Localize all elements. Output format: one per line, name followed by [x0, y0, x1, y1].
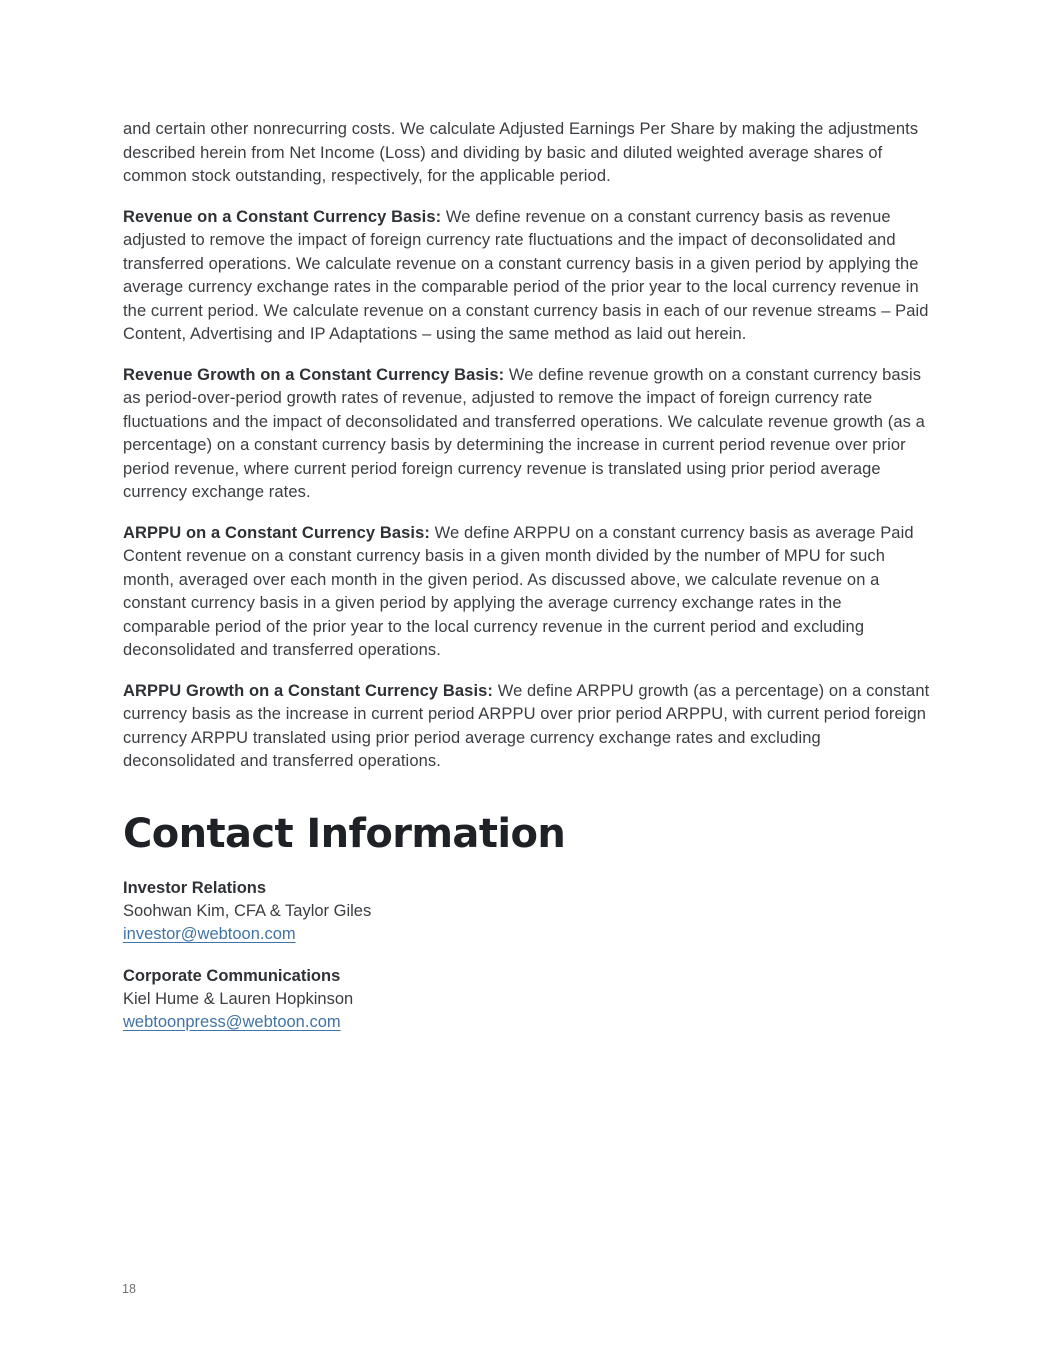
contact-names: Kiel Hume & Lauren Hopkinson	[123, 989, 354, 1008]
paragraph-lead: ARPPU on a Constant Currency Basis:	[123, 523, 430, 542]
paragraph-lead: Revenue on a Constant Currency Basis:	[123, 207, 442, 226]
contact-email-line	[123, 1011, 932, 1034]
paragraph-text: We define ARPPU on a constant currency basis as average Paid Content revenue on a constant currency basis in a given month divided by the number of MPU for such month, averaged over each month in the given period. As discussed above, we calculate revenue on a constant currency basis in a given period by applying the average currency exchange rates in the comparable period of the prior year to the local currency revenue in the current period and excluding deconsolidated and transferred operations.	[123, 523, 914, 659]
contact-information-heading: Contact Information	[123, 810, 566, 857]
investor-email-link[interactable]: investor@webtoon.com	[123, 924, 296, 943]
contact-email-line	[123, 923, 932, 946]
paragraph	[123, 364, 932, 505]
paragraph	[123, 522, 932, 663]
paragraph-text: and certain other nonrecurring costs. We calculate Adjusted Earnings Per Share by making the adjustments described herein from Net Income (Loss) and dividing by basic and diluted weighted average shares of common stock outstanding, respectively, for the applicable period.	[123, 120, 919, 185]
paragraph	[123, 206, 932, 347]
page-content	[123, 118, 932, 1034]
paragraph	[123, 118, 932, 189]
page-number: 18	[122, 1282, 136, 1296]
paragraph-text: We define ARPPU growth (as a percentage) on a constant currency basis as the increase in current period ARPPU over prior period ARPPU, with current period foreign currency ARPPU translated using prior period average currency exchange rates and excluding deconsolidated and transferred operations.	[123, 681, 930, 770]
contact-section-title: Investor Relations	[123, 878, 267, 897]
paragraph-lead: ARPPU Growth on a Constant Currency Basis:	[123, 681, 494, 700]
paragraph-lead: Revenue Growth on a Constant Currency Basis:	[123, 365, 505, 384]
contact-block-investor-relations	[123, 877, 932, 946]
contact-names: Soohwan Kim, CFA & Taylor Giles	[123, 901, 372, 920]
contact-block-corporate-communications	[123, 965, 932, 1034]
paragraph-text: We define revenue on a constant currency basis as revenue adjusted to remove the impact of foreign currency rate fluctuations and the impact of deconsolidated and transferred operations. We calculate revenue on a constant currency basis in a given period by applying the average currency exchange rates in the comparable period of the prior year to the local currency revenue in the current period. We calculate revenue on a constant currency basis in each of our revenue streams – Paid Content, Advertising and IP Adaptations – using the same method as laid out herein.	[123, 207, 929, 343]
contact-section-title: Corporate Communications	[123, 966, 341, 985]
press-email-link[interactable]: webtoonpress@webtoon.com	[123, 1012, 341, 1031]
paragraph	[123, 680, 932, 774]
paragraph-text: We define revenue growth on a constant currency basis as period-over-period growth rates of revenue, adjusted to remove the impact of foreign currency rate fluctuations and the impact of deconsolidated and transferred operations. We calculate revenue growth (as a percentage) on a constant currency basis by determining the increase in current period revenue over prior period revenue, where current period foreign currency revenue is translated using prior period average currency exchange rates.	[123, 365, 925, 501]
